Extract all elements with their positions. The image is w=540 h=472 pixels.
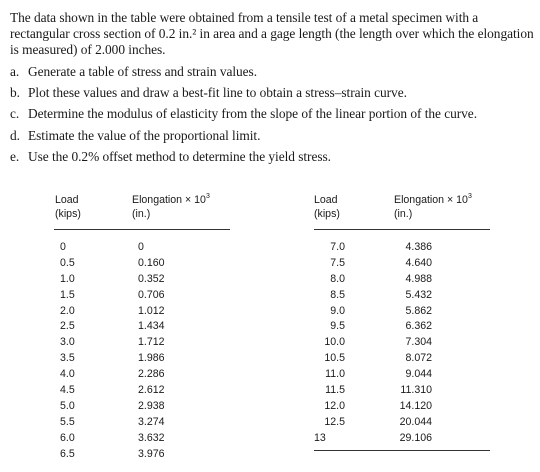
table-cell: 8.0: [330, 272, 345, 285]
task-marker: b.: [10, 85, 20, 100]
table-cell: 1.012: [138, 304, 165, 317]
task-marker: e.: [10, 149, 20, 165]
table-cell: 9.5: [330, 320, 345, 333]
header-load-label: Load: [55, 194, 79, 206]
table-cell: 3.0: [60, 336, 75, 349]
header-elongation-unit: (in.): [394, 208, 413, 220]
table-cell: 1.986: [138, 352, 165, 365]
task-marker: a.: [10, 63, 20, 79]
table-cell: 4.5: [60, 384, 75, 397]
problem-intro: The data shown in the table were obtained from a tensile test of a metal specimen with a rectangular cross section of 0.2 in.² in area and a gage length (the length over which the elongation is measured) of 2.000 inches.: [10, 10, 534, 58]
column-load-left: [60, 240, 75, 462]
table-cell: 0.352: [138, 272, 165, 285]
table-cell: 3.632: [138, 431, 165, 444]
table-cell: 3.976: [138, 447, 165, 460]
table-cell: 8.072: [405, 352, 432, 365]
table-cell: 12.5: [324, 415, 345, 428]
task-marker: d.: [10, 127, 20, 143]
table-cell: 8.5: [330, 288, 345, 301]
column-load-right: [310, 240, 345, 447]
task-text: Estimate the value of the proportional limit.: [28, 127, 261, 143]
table-cell: 2.0: [60, 304, 75, 317]
table-cell: 1.5: [60, 288, 75, 301]
header-load-unit: (kips): [314, 208, 340, 220]
table-cell: 0: [60, 241, 66, 253]
table-cell: 2.5: [60, 320, 75, 333]
table-cell: 14.120: [399, 399, 432, 412]
table-cell: 1.0: [60, 272, 75, 285]
header-elongation-unit: (in.): [132, 208, 151, 220]
header-load-unit: (kips): [55, 208, 81, 220]
header-rule-left: [54, 229, 230, 230]
header-elongation-right: [394, 193, 472, 221]
task-text: Use the 0.2% offset method to determine the yield stress.: [28, 149, 331, 165]
table-cell: 11.310: [400, 384, 432, 397]
table-cell: 6.362: [405, 320, 432, 333]
table-cell: 7.5: [330, 256, 345, 269]
table-cell: 5.5: [60, 415, 75, 428]
table-cell: 2.938: [138, 399, 165, 412]
table-cell: 0.5: [60, 256, 75, 269]
table-cell: 0: [138, 241, 144, 253]
table-cell: 6.0: [60, 431, 75, 444]
table-cell: 4.386: [405, 241, 432, 253]
table-cell: 11.0: [325, 368, 345, 381]
header-load-label: Load: [314, 194, 338, 206]
table-cell: 7.304: [405, 336, 432, 349]
table-cell: 20.044: [399, 415, 432, 428]
table-cell: 0.706: [138, 288, 165, 301]
header-elongation-label: Elongation × $10^3$: [132, 193, 210, 206]
task-text: Plot these values and draw a best-fit line to obtain a stress–strain curve.: [28, 85, 407, 100]
task-text: Determine the modulus of elasticity from the slope of the linear portion of the curve.: [28, 106, 477, 122]
table-cell: 4.0: [60, 368, 75, 381]
table-cell: 9.0: [330, 304, 345, 317]
table-cell: 6.5: [60, 447, 75, 460]
table-cell: 13: [314, 431, 326, 444]
table-cell: 4.988: [405, 272, 432, 285]
table-cell: 11.5: [325, 384, 345, 397]
footer-rule-right: [314, 450, 490, 451]
table-cell: 29.106: [399, 431, 432, 444]
table-cell: 10.5: [324, 352, 345, 365]
column-elongation-right: [390, 240, 432, 447]
header-elongation-label: Elongation × $10^3$: [394, 193, 472, 206]
table-cell: 5.432: [405, 288, 432, 301]
table-cell: 3.274: [138, 415, 165, 428]
table-cell: 1.712: [138, 336, 165, 349]
table-cell: 7.0: [330, 241, 345, 253]
task-marker: c.: [10, 106, 20, 122]
header-rule-right: [314, 229, 490, 230]
table-cell: 5.862: [405, 304, 432, 317]
header-load-right: [314, 193, 340, 221]
table-cell: 5.0: [60, 399, 75, 412]
table-cell: 2.286: [138, 368, 165, 381]
table-cell: 3.5: [60, 352, 75, 365]
table-cell: 10.0: [324, 336, 345, 349]
table-cell: 1.434: [138, 320, 165, 333]
header-load-left: [55, 193, 81, 221]
task-text: Generate a table of stress and strain values.: [28, 63, 258, 79]
table-cell: 12.0: [324, 399, 345, 412]
column-elongation-left: [138, 240, 165, 462]
header-elongation-left: [132, 193, 210, 221]
table-cell: 4.640: [405, 256, 432, 269]
table-cell: 9.044: [405, 368, 432, 381]
table-cell: 2.612: [138, 384, 165, 397]
table-cell: 0.160: [138, 256, 165, 269]
